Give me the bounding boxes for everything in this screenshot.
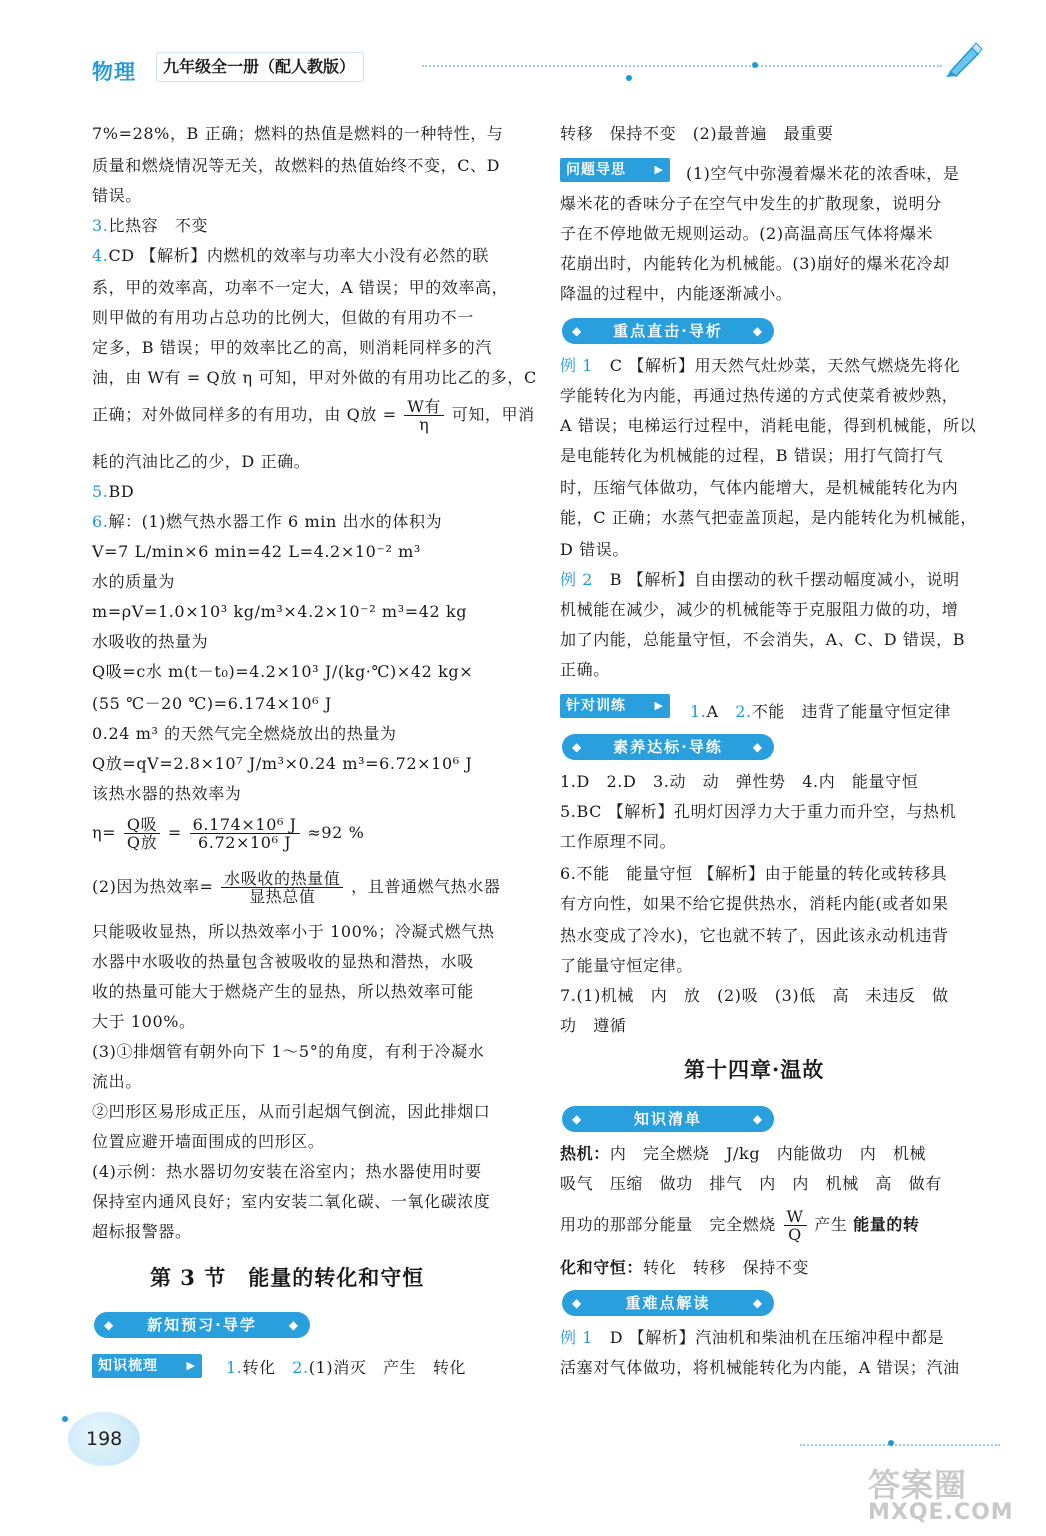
text-line: 能，C 正确；水蒸气把壶盖顶起，是内能转化为机械能， bbox=[560, 508, 977, 527]
text-line: 工作原理不同。 bbox=[560, 832, 677, 851]
text-line: 7%=28%，B 正确；燃料的热值是燃料的一种特性，与 bbox=[92, 124, 504, 143]
text-line: 油，由 W有 = Q放 η 可知，甲对外做的有用功比乙的多，C bbox=[92, 368, 537, 387]
answer-text: CD 【解析】内燃机的效率与功率大小没有必然的联 bbox=[108, 246, 490, 265]
question-number: 5. bbox=[92, 482, 109, 501]
knowledge-answer bbox=[226, 1358, 466, 1378]
answer-text: (1)消灭 产生 转化 bbox=[308, 1358, 467, 1377]
answer-3 bbox=[92, 216, 208, 236]
example-2 bbox=[560, 570, 960, 590]
text-segment: 产生 bbox=[814, 1215, 848, 1234]
term-label: 化和守恒： bbox=[560, 1258, 644, 1277]
knowledge-tag: 知识梳理 ▶ bbox=[92, 1354, 202, 1378]
denominator: Q bbox=[788, 1225, 802, 1244]
text-line: 花崩出时，内能转化为机械能。(3)崩好的爆米花冷却 bbox=[560, 254, 950, 273]
text-line: 0.24 m³ 的天然气完全燃烧放出的热量为 bbox=[92, 724, 397, 743]
text-line: 有方向性，如果不给它提供热水，消耗内能(或者如果 bbox=[560, 894, 949, 913]
pen-icon bbox=[944, 40, 984, 82]
text-line: (4)示例：热水器切勿安装在浴室内；热水器使用时要 bbox=[92, 1162, 482, 1181]
text-line: 是电能转化为机械能的过程，B 错误；用打气筒打气 bbox=[560, 446, 944, 465]
denominator: η bbox=[419, 415, 430, 434]
training-answer bbox=[690, 702, 951, 722]
training-tag: 针对训练 ▶ bbox=[560, 694, 670, 718]
numerator: Q吸 bbox=[124, 816, 160, 834]
text-line: 转移 保持不变 (2)最普遍 最重要 bbox=[560, 124, 834, 143]
text-line: 5.BC 【解析】孔明灯因浮力大于重力而升空，与热机 bbox=[560, 802, 957, 821]
text-line: Q放=qV=2.8×10⁷ J/m³×0.24 m³=6.72×10⁶ J bbox=[92, 754, 473, 773]
chapter-title: 第十四章·温故 bbox=[684, 1057, 825, 1082]
footer-dot bbox=[62, 1416, 68, 1422]
section-badge: ◆ 重难点解读 ◆ bbox=[562, 1290, 774, 1316]
text-line: 超标报警器。 bbox=[92, 1222, 192, 1241]
example-number: 例 1 bbox=[560, 1328, 594, 1347]
text-line: D 错误。 bbox=[560, 540, 629, 559]
text-line: 热水变成了冷水)，它也就不转了，因此该永动机违背 bbox=[560, 926, 949, 945]
text-line: 学能转化为内能，再通过热传递的方式使菜肴被炒熟， bbox=[560, 386, 959, 405]
text-line: 了能量守恒定律。 bbox=[560, 956, 693, 975]
text-segment: 可知，甲消 bbox=[451, 405, 535, 424]
text-line: 1.D 2.D 3.动 动 弹性势 4.内 能量守恒 bbox=[560, 772, 919, 791]
fraction bbox=[784, 1208, 807, 1243]
numerator: 6.174×10⁶ J bbox=[190, 816, 300, 834]
answer-text: 内 完全燃烧 J/kg 内能做功 内 机械 bbox=[609, 1144, 927, 1163]
text-line: ②凹形区易形成正压，从而引起烟气倒流，因此排烟口 bbox=[92, 1102, 491, 1121]
header-divider bbox=[422, 65, 942, 67]
denominator: 6.72×10⁶ J bbox=[198, 833, 292, 852]
answer-text: D 【解析】汽油机和柴油机在压缩冲程中都是 bbox=[609, 1328, 945, 1347]
text-line: 正确。 bbox=[560, 660, 610, 679]
text-line: 系，甲的效率高，功率不一定大，A 错误；甲的效率高， bbox=[92, 278, 509, 297]
watermark-url: MXQE.COM bbox=[868, 1500, 1014, 1525]
section-badge: ◆ 重点直击·导析 ◆ bbox=[562, 318, 774, 344]
section-badge: ◆ 新知预习·导学 ◆ bbox=[94, 1312, 310, 1338]
question-number: 2. bbox=[292, 1358, 309, 1377]
answer-text: 比热容 不变 bbox=[108, 216, 209, 235]
answer-4 bbox=[92, 246, 489, 266]
text-line: Q吸=c水 m(t－t₀)=4.2×10³ J/(kg·℃)×42 kg× bbox=[92, 662, 474, 681]
text-line: V=7 L/min×6 min=42 L=4.2×10⁻² m³ bbox=[92, 542, 421, 561]
fraction bbox=[404, 398, 444, 433]
text-line: 活塞对气体做功，将机械能转化为内能，A 错误；汽油 bbox=[560, 1358, 960, 1377]
checklist-line bbox=[560, 1258, 809, 1278]
text-segment: η= bbox=[92, 823, 117, 842]
question-number: 3. bbox=[92, 216, 109, 235]
answer-text: 不能 违背了能量守恒定律 bbox=[751, 702, 951, 721]
section-badge: ◆ 知识清单 ◆ bbox=[562, 1106, 774, 1132]
text-line: 位置应避开墙面围成的凹形区。 bbox=[92, 1132, 325, 1151]
formula-line bbox=[92, 870, 500, 905]
text-segment: (2)因为热效率= bbox=[92, 877, 214, 896]
text-line: 7.(1)机械 内 放 (2)吸 (3)低 高 未违反 做 bbox=[560, 986, 949, 1005]
grade-label: 九年级全一册（配人教版） bbox=[156, 52, 364, 82]
answer-6 bbox=[92, 512, 442, 532]
numerator: W有 bbox=[404, 398, 444, 416]
text-line: 6.不能 能量守恒 【解析】由于能量的转化或转移具 bbox=[560, 864, 948, 883]
text-line: 吸气 压缩 做功 排气 内 内 机械 高 做有 bbox=[560, 1174, 942, 1193]
text-line: 水器中水吸收的热量包含被吸收的显热和潜热，水吸 bbox=[92, 952, 474, 971]
answer-text: B 【解析】自由摆动的秋千摆动幅度减小，说明 bbox=[609, 570, 960, 589]
text-segment: 用功的那部分能量 完全燃烧 bbox=[560, 1215, 776, 1234]
denominator: 显热总值 bbox=[249, 887, 316, 906]
text-line: A 错误；电梯运行过程中，消耗电能，得到机械能，所以 bbox=[560, 416, 977, 435]
example-number: 例 1 bbox=[560, 356, 594, 375]
text-line: 该热水器的热效率为 bbox=[92, 784, 242, 803]
answer-text: C 【解析】用天然气灶炒菜，天然气燃烧先将化 bbox=[609, 356, 961, 375]
numerator: W bbox=[784, 1208, 807, 1226]
answer-text: 转化 转移 保持不变 bbox=[643, 1258, 810, 1277]
text-line: 子在不停地做无规则运动。(2)高温高压气体将爆米 bbox=[560, 224, 934, 243]
fraction bbox=[190, 816, 300, 851]
text-line: 功 遵循 bbox=[560, 1016, 627, 1035]
text-line: (3)①排烟管有朝外向下 1～5°的角度，有利于冷凝水 bbox=[92, 1042, 485, 1061]
example-1b bbox=[560, 1328, 944, 1348]
answer-text: BD bbox=[108, 482, 135, 501]
page-number: 198 bbox=[86, 1428, 123, 1450]
text-line: 大于 100%。 bbox=[92, 1012, 196, 1031]
example-1 bbox=[560, 356, 960, 376]
footer-dot bbox=[888, 1440, 894, 1446]
question-number: 4. bbox=[92, 246, 109, 265]
question-number: 2. bbox=[735, 702, 752, 721]
efficiency-formula bbox=[92, 816, 364, 851]
subject-label: 物理 bbox=[92, 60, 136, 84]
text-line: m=ρV=1.0×10³ kg/m³×4.2×10⁻² m³=42 kg bbox=[92, 602, 468, 621]
example-number: 例 2 bbox=[560, 570, 594, 589]
text-line: (1)空气中弥漫着爆米花的浓香味，是 bbox=[686, 164, 960, 183]
answer-text: 转化 bbox=[242, 1358, 293, 1377]
fraction bbox=[221, 870, 343, 905]
answer-text: 解：(1)燃气热水器工作 6 min 出水的体积为 bbox=[108, 512, 443, 531]
section-badge: ◆ 素养达标·导练 ◆ bbox=[562, 734, 774, 760]
fraction bbox=[124, 816, 160, 851]
text-line: 流出。 bbox=[92, 1072, 142, 1091]
text-line: 错误。 bbox=[92, 186, 142, 205]
answer-5 bbox=[92, 482, 134, 502]
text-line: 只能吸收显热，所以热效率小于 100%；冷凝式燃气热 bbox=[92, 922, 495, 941]
header-dot bbox=[752, 62, 758, 68]
text-segment: ≈92 % bbox=[307, 823, 365, 842]
formula-line bbox=[560, 1208, 920, 1243]
checklist-line bbox=[560, 1144, 926, 1164]
text-line: (55 ℃－20 ℃)=6.174×10⁶ J bbox=[92, 694, 332, 713]
question-number: 1. bbox=[690, 702, 707, 721]
text-line: 耗的汽油比乙的少，D 正确。 bbox=[92, 452, 311, 471]
text-line: 加了内能，总能量守恒，不会消失，A、C、D 错误，B bbox=[560, 630, 966, 649]
text-line: 收的热量可能大于燃烧产生的显热，所以热效率可能 bbox=[92, 982, 474, 1001]
question-number: 6. bbox=[92, 512, 109, 531]
answer-text: A bbox=[706, 702, 736, 721]
text-line: 保持室内通风良好；室内安装二氧化碳、一氧化碳浓度 bbox=[92, 1192, 491, 1211]
text-segment: 正确；对外做同样多的有用功，由 Q放 = bbox=[92, 405, 397, 424]
term-label: 能量的转 bbox=[853, 1215, 920, 1234]
section-title: 第 3 节 能量的转化和守恒 bbox=[150, 1265, 425, 1290]
formula-line bbox=[92, 398, 535, 433]
text-line: 水吸收的热量为 bbox=[92, 632, 209, 651]
text-segment: = bbox=[167, 823, 182, 842]
text-segment: ，且普通燃气热水器 bbox=[351, 877, 501, 896]
question-guide-tag: 问题导思 ▶ bbox=[560, 158, 670, 182]
term-label: 热机： bbox=[560, 1144, 610, 1163]
text-line: 降温的过程中，内能逐渐减小。 bbox=[560, 284, 793, 303]
numerator: 水吸收的热量值 bbox=[221, 870, 343, 888]
watermark-logo: 答案圈 bbox=[868, 1466, 968, 1504]
question-number: 1. bbox=[226, 1358, 243, 1377]
text-line: 则甲做的有用功占总功的比例大，但做的有用功不一 bbox=[92, 308, 474, 327]
text-line: 时，压缩气体做功，气体内能增大，是机械能转化为内 bbox=[560, 478, 959, 497]
footer-divider bbox=[800, 1444, 1000, 1446]
text-line: 爆米花的香味分子在空气中发生的扩散现象，说明分 bbox=[560, 194, 942, 213]
text-line: 定多，B 错误；甲的效率比乙的高，则消耗同样多的汽 bbox=[92, 338, 492, 357]
text-line: 机械能在减少，减少的机械能等于克服阻力做的功，增 bbox=[560, 600, 959, 619]
denominator: Q放 bbox=[126, 833, 158, 852]
text-line: 质量和燃烧情况等无关，故燃料的热值始终不变，C、D bbox=[92, 156, 501, 175]
text-line: 水的质量为 bbox=[92, 572, 176, 591]
header-dot bbox=[626, 75, 632, 81]
